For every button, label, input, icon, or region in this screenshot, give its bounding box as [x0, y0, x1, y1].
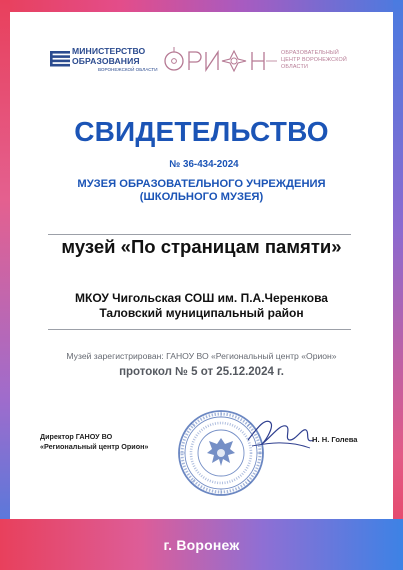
footer-city: г. Воронеж: [163, 536, 240, 553]
orion-logo: [162, 44, 278, 76]
ministry-logo-line1: МИНИСТЕРСТВО: [72, 46, 146, 56]
top-gradient-bar: [0, 0, 403, 12]
right-gradient-bar: [393, 0, 403, 570]
museum-name: музей «По страницам памяти»: [61, 236, 342, 257]
subtitle-line1: МУЗЕЯ ОБРАЗОВАТЕЛЬНОГО УЧРЕЖДЕНИЯ: [77, 178, 326, 190]
protocol-text: протокол № 5 от 25.12.2024 г.: [119, 366, 284, 378]
orion-subtitle-line3: ОБЛАСТИ: [281, 64, 309, 71]
ministry-logo-line3: ВОРОНЕЖСКОЙ ОБЛАСТИ: [98, 67, 158, 72]
divider-top: [48, 234, 351, 235]
school-district: Таловский муниципальный район: [99, 306, 304, 320]
orion-subtitle-line1: ОБРАЗОВАТЕЛЬНЫЙ: [281, 50, 339, 56]
certificate-title: СВИДЕТЕЛЬСТВО: [74, 116, 329, 147]
registration-text: Музей зарегистрирован: ГАНОУ ВО «Региональный центр «Орион»: [66, 351, 337, 361]
footer-band: [0, 519, 403, 570]
divider-bottom: [48, 329, 351, 330]
handwritten-signature-icon: [244, 410, 318, 458]
orion-subtitle-line2: ЦЕНТР ВОРОНЕЖСКОЙ: [281, 57, 347, 64]
certificate-number: № 36-434-2024: [169, 159, 239, 170]
director-title-line1: Директор ГАНОУ ВО: [40, 432, 113, 441]
ministry-logo: [50, 46, 162, 76]
left-gradient-bar: [0, 0, 10, 570]
orion-logo-subtitle: [281, 50, 359, 72]
ministry-logo-line2: ОБРАЗОВАНИЯ: [72, 56, 140, 66]
signer-name: Н. Н. Голева: [312, 435, 358, 444]
certificate-subtitle: [0, 178, 403, 204]
school-name: МКОУ Чигольская СОШ им. П.А.Черенкова: [75, 291, 328, 305]
director-title-line2: «Региональный центр Орион»: [40, 442, 149, 451]
ministry-book-icon: [50, 48, 74, 70]
subtitle-line2: (ШКОЛЬНОГО МУЗЕЯ): [139, 191, 264, 203]
